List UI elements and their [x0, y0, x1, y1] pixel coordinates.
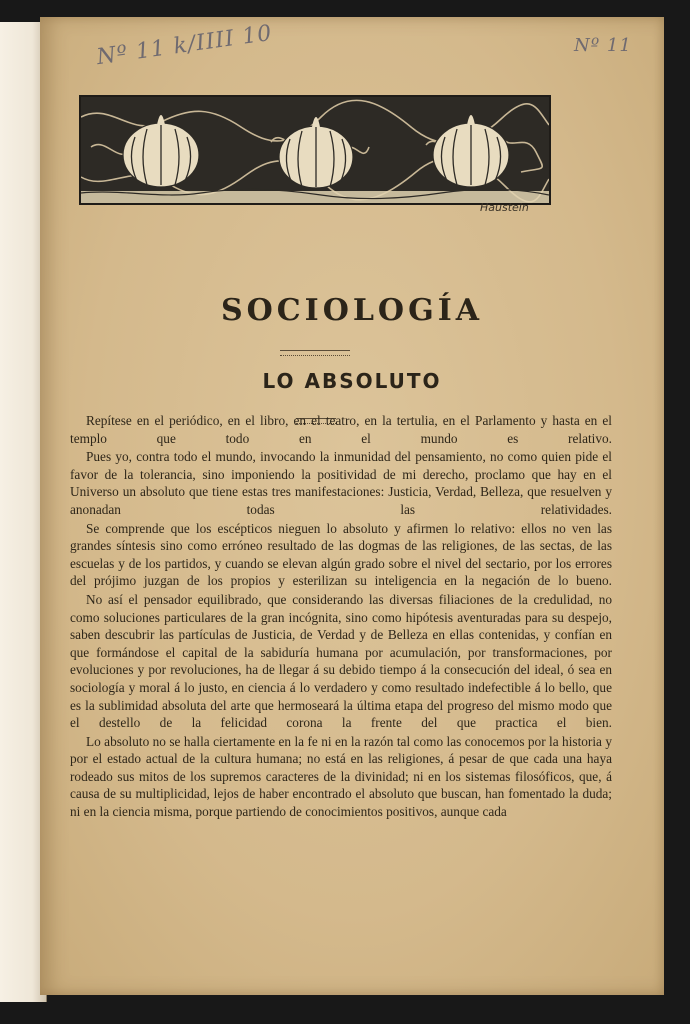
onion-ornament-image: [81, 97, 549, 203]
paragraph-2: Pues yo, contra todo el mundo, invocando la inmunidad del pensamiento, no como quien pide el favor de la tolerancia, sino imponiendo la positividad de mi derecho, proclamo que hay en el Universo un absoluto que tiene estas tres manifestaciones: Justicia, Verdad, Belleza, que resuelven y anonadan todas las relatividades.: [70, 449, 612, 517]
section-title: SOCIOLOGÍA: [221, 293, 483, 328]
journal-page: [40, 17, 664, 995]
handwritten-shelfmark: Nº 11 k/IIII 10: [95, 20, 274, 71]
paragraph-1: Repítese en el periódico, en el libro, en el teatro, en la tertulia, en el Parlamento y hasta en el templo que todo en el mundo es relativo.: [70, 413, 612, 446]
illustrator-signature: Haustein: [480, 201, 529, 214]
decorative-banner-illustration: [79, 95, 551, 205]
article-title: LO ABSOLUTO: [262, 369, 442, 393]
handwritten-number: Nº 11: [574, 35, 632, 56]
article-body: [70, 412, 612, 822]
title-divider: [280, 350, 350, 356]
paragraph-5: Lo absoluto no se halla ciertamente en la fe ni en la razón tal como las conocemos por la historia y por el estado actual de la cultura humana; no está en las religiones, á pesar de que cada una haya rodeado sus mitos de los supremos caracteres de la divinidad; ni en los sistemas filosóficos, que, á causa de su multiplicidad, lejos de haber encontrado el absoluto que buscan, han fomentado la duda; ni en la ciencia misma, porque partiendo de conocimientos positivos, aunque cada: [70, 733, 612, 820]
paragraph-3: Se comprende que los escépticos nieguen lo absoluto y afirmen lo relativo: ellos no ven las grandes síntesis sino como erróneo resultado de las dogmas de las religiones, de las sectas, de las escuelas y de los partidos, y cuando se elevan algún grado sobre el nivel del sectario, por los errores del prójimo juzgan de los propios y esterilizan su inteligencia en la negación de lo bueno.: [70, 520, 612, 589]
paragraph-4: No así el pensador equilibrado, que considerando las diversas filiaciones de la credulidad, no como soluciones particulares de la gran incógnita, sino como hipótesis aventuradas para su despejo, saben descubrir las partículas de Justicia, de Verdad y de Belleza en ellas contenidas, y confían en que formándose el capital de la sabiduría humana por acumulación, por transformaciones, por evoluciones y por revoluciones, ha de llegar á su debido tiempo á la consecución del ideal, ó sea en sociología y moral á lo justo, en ciencia á lo verdadero y como resultado indefectible á lo bello, que es la sublimidad absoluta del arte que hermoseará la última etapa del progreso del mismo modo que el destello de la felicidad corona la frente del que practica el bien.: [70, 591, 612, 731]
